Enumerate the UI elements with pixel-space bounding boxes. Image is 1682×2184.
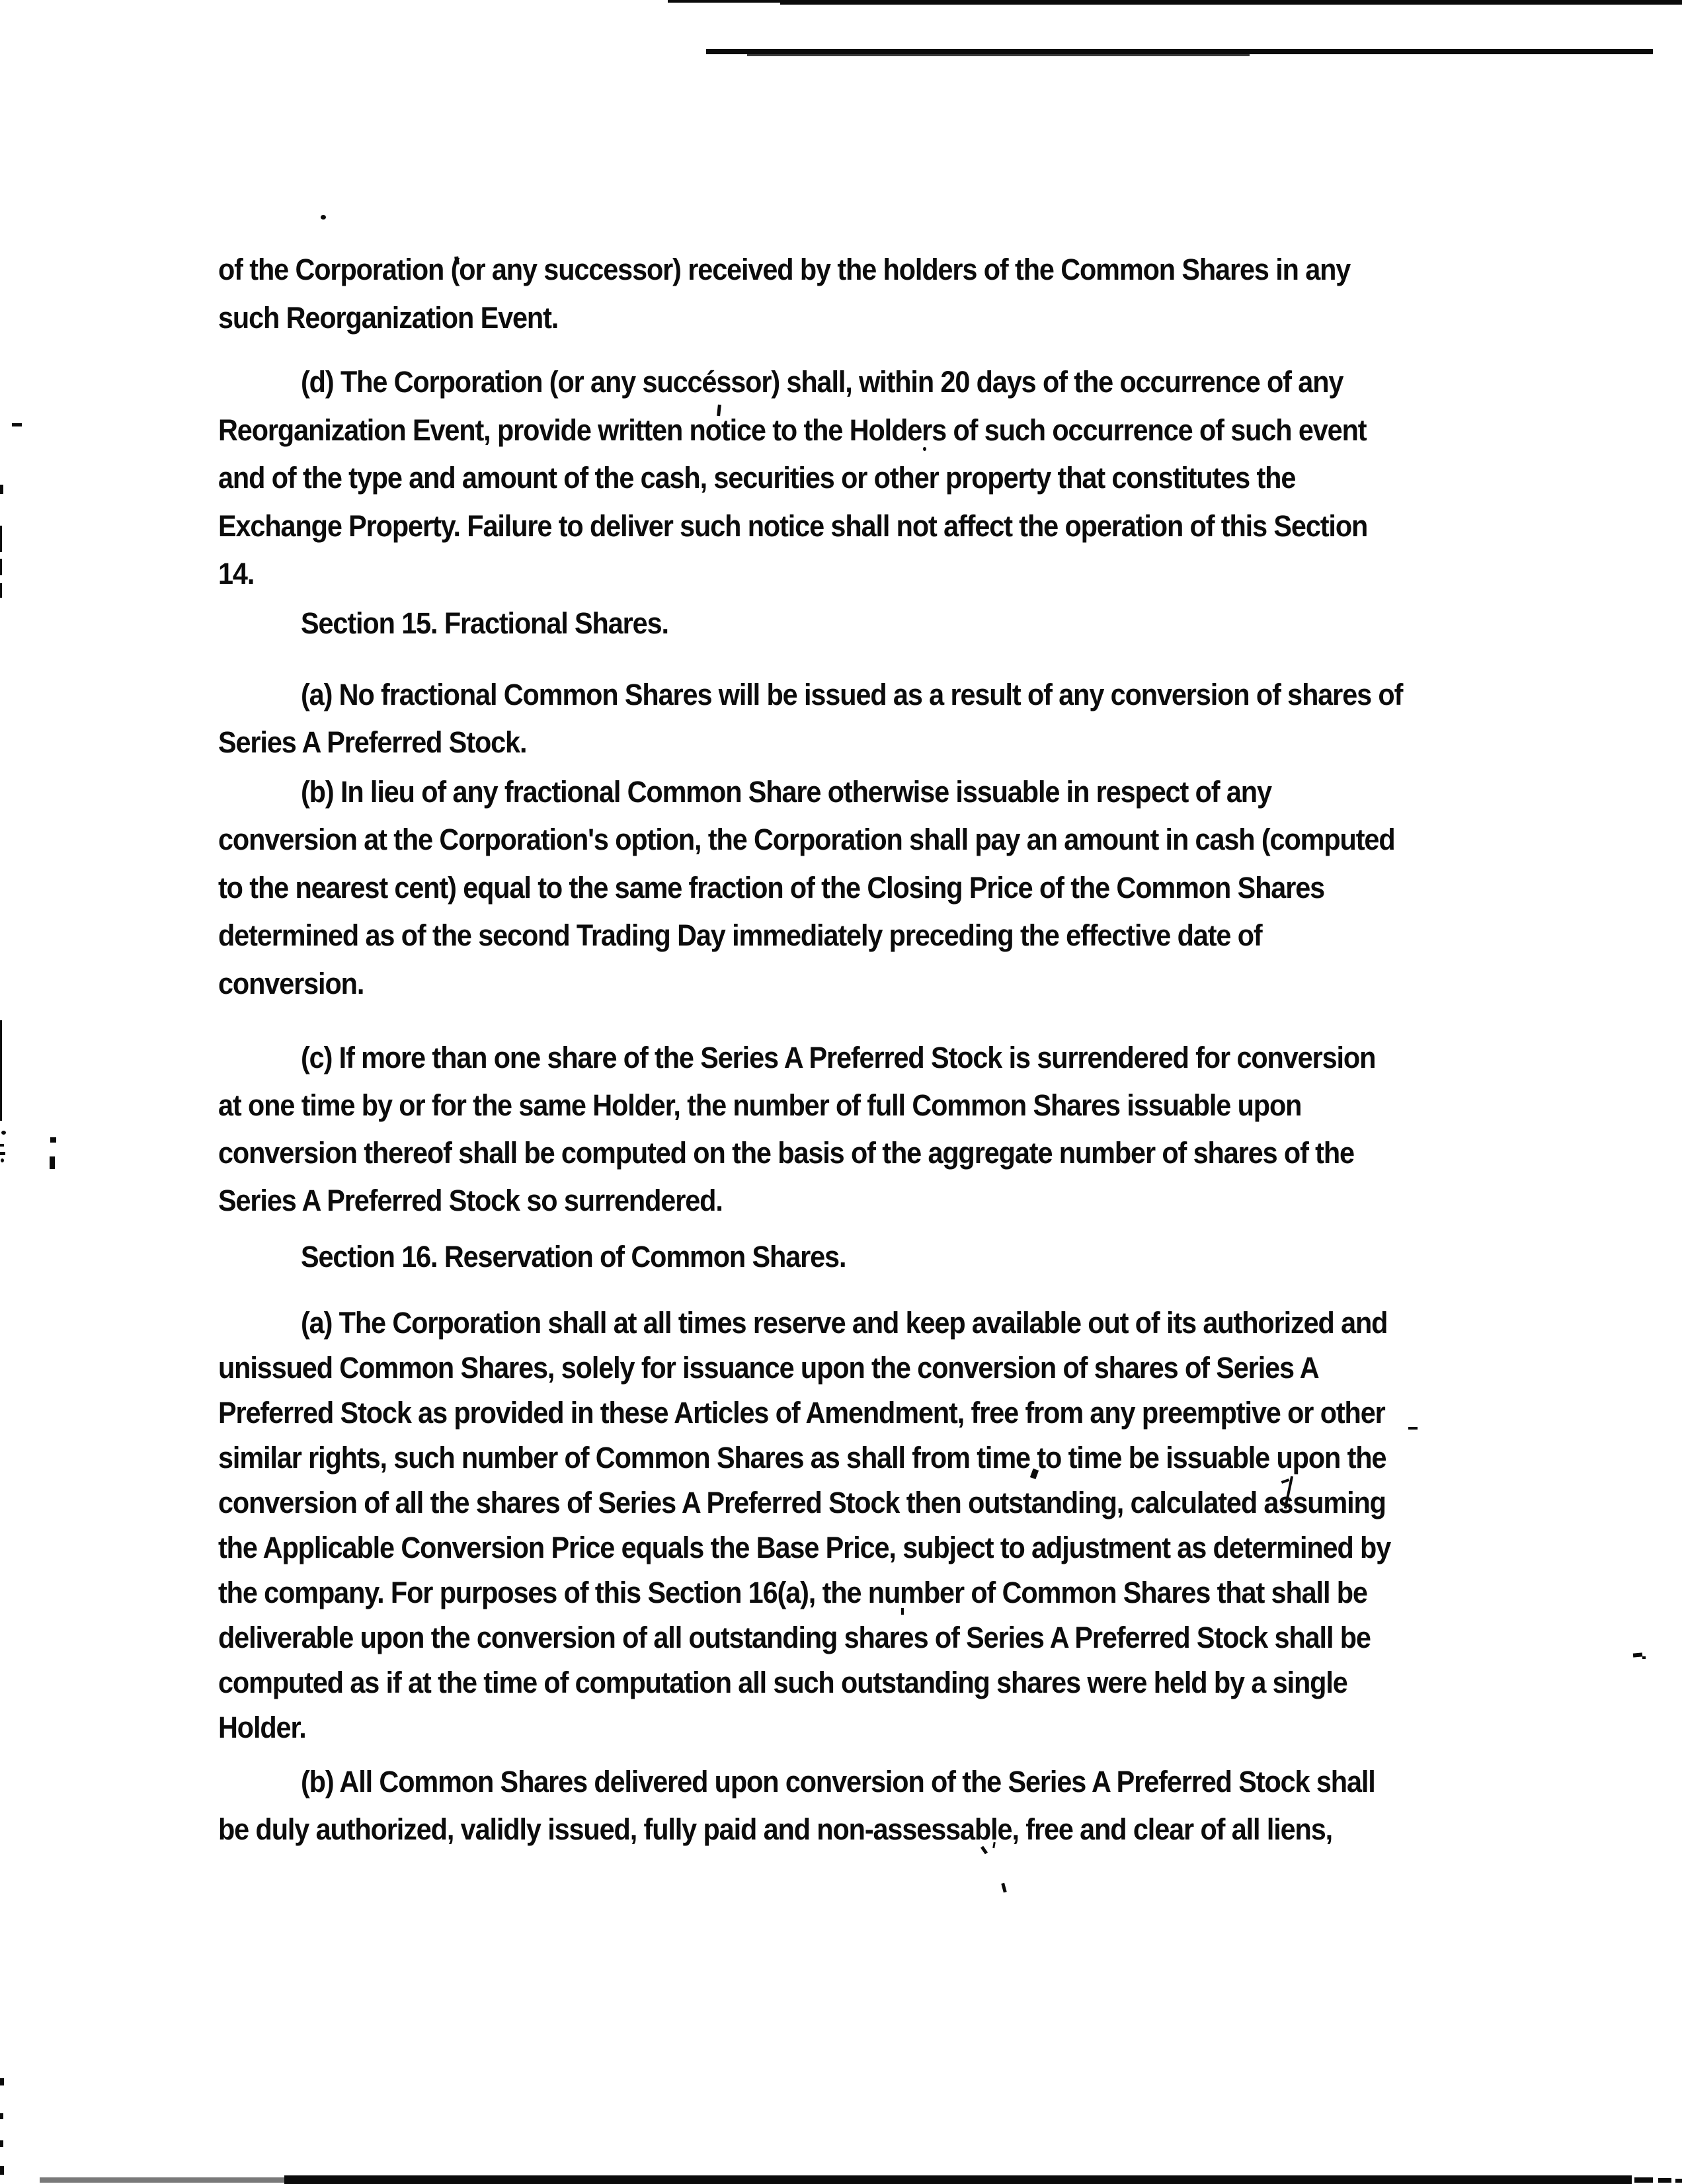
text-line: such Reorganization Event. — [218, 301, 559, 335]
text-line: conversion thereof shall be computed on the basis of the aggregate number of shares of the — [218, 1136, 1354, 1170]
text-line: deliverable upon the conversion of all outstanding shares of Series A Preferred Stock shall be — [218, 1621, 1371, 1654]
text-line: of the Corporation (or any successor) received by the holders of the Common Shares in any — [218, 253, 1351, 286]
text-line: Reorganization Event, provide written notice to the Holders of such occurrence of such event — [218, 413, 1367, 447]
text-line: 14. — [218, 557, 255, 590]
text-line: (a) No fractional Common Shares will be issued as a result of any conversion of shares of — [301, 678, 1403, 711]
text-line: and of the type and amount of the cash, securities or other property that constitutes the — [218, 461, 1296, 495]
text-line: (b) All Common Shares delivered upon conversion of the Series A Preferred Stock shall — [301, 1765, 1375, 1799]
text-line: determined as of the second Trading Day immediately preceding the effective date of — [218, 918, 1262, 952]
text-line: (b) In lieu of any fractional Common Share otherwise issuable in respect of any — [301, 775, 1271, 809]
section-16-heading: Section 16. Reservation of Common Shares. — [301, 1240, 846, 1274]
text-line: Exchange Property. Failure to deliver such notice shall not affect the operation of this Section — [218, 509, 1368, 543]
text-line: (c) If more than one share of the Series A Preferred Stock is surrendered for conversion — [301, 1041, 1376, 1074]
text-line: computed as if at the time of computation all such outstanding shares were held by a single — [218, 1666, 1347, 1699]
text-line: to the nearest cent) equal to the same fraction of the Closing Price of the Common Shares — [218, 871, 1325, 905]
text-line: at one time by or for the same Holder, the number of full Common Shares issuable upon — [218, 1088, 1302, 1122]
text-line: unissued Common Shares, solely for issuance upon the conversion of shares of Series A — [218, 1351, 1319, 1385]
text-line: (a) The Corporation shall at all times reserve and keep available out of its authorized and — [301, 1306, 1388, 1340]
text-line: the company. For purposes of this Section 16(a), the number of Common Shares that shall be — [218, 1576, 1367, 1609]
text-line: conversion. — [218, 967, 364, 1000]
text-line: be duly authorized, validly issued, fully paid and non-assessable, free and clear of all liens, — [218, 1812, 1333, 1846]
text-line: (d) The Corporation (or any succéssor) shall, within 20 days of the occurrence of any — [301, 365, 1343, 399]
text-line: conversion of all the shares of Series A Preferred Stock then outstanding, calculated assuming — [218, 1486, 1386, 1519]
text-line: Preferred Stock as provided in these Articles of Amendment, free from any preemptive or other — [218, 1396, 1385, 1430]
text-line: the Applicable Conversion Price equals the Base Price, subject to adjustment as determined by — [218, 1531, 1391, 1564]
text-line: Holder. — [218, 1711, 306, 1744]
text-line: conversion at the Corporation's option, the Corporation shall pay an amount in cash (computed — [218, 823, 1395, 856]
text-line: similar rights, such number of Common Shares as shall from time to time be issuable upon the — [218, 1441, 1386, 1475]
text-line: Series A Preferred Stock. — [218, 725, 527, 759]
section-15-heading: Section 15. Fractional Shares. — [301, 606, 668, 640]
text-line: Series A Preferred Stock so surrendered. — [218, 1184, 723, 1217]
